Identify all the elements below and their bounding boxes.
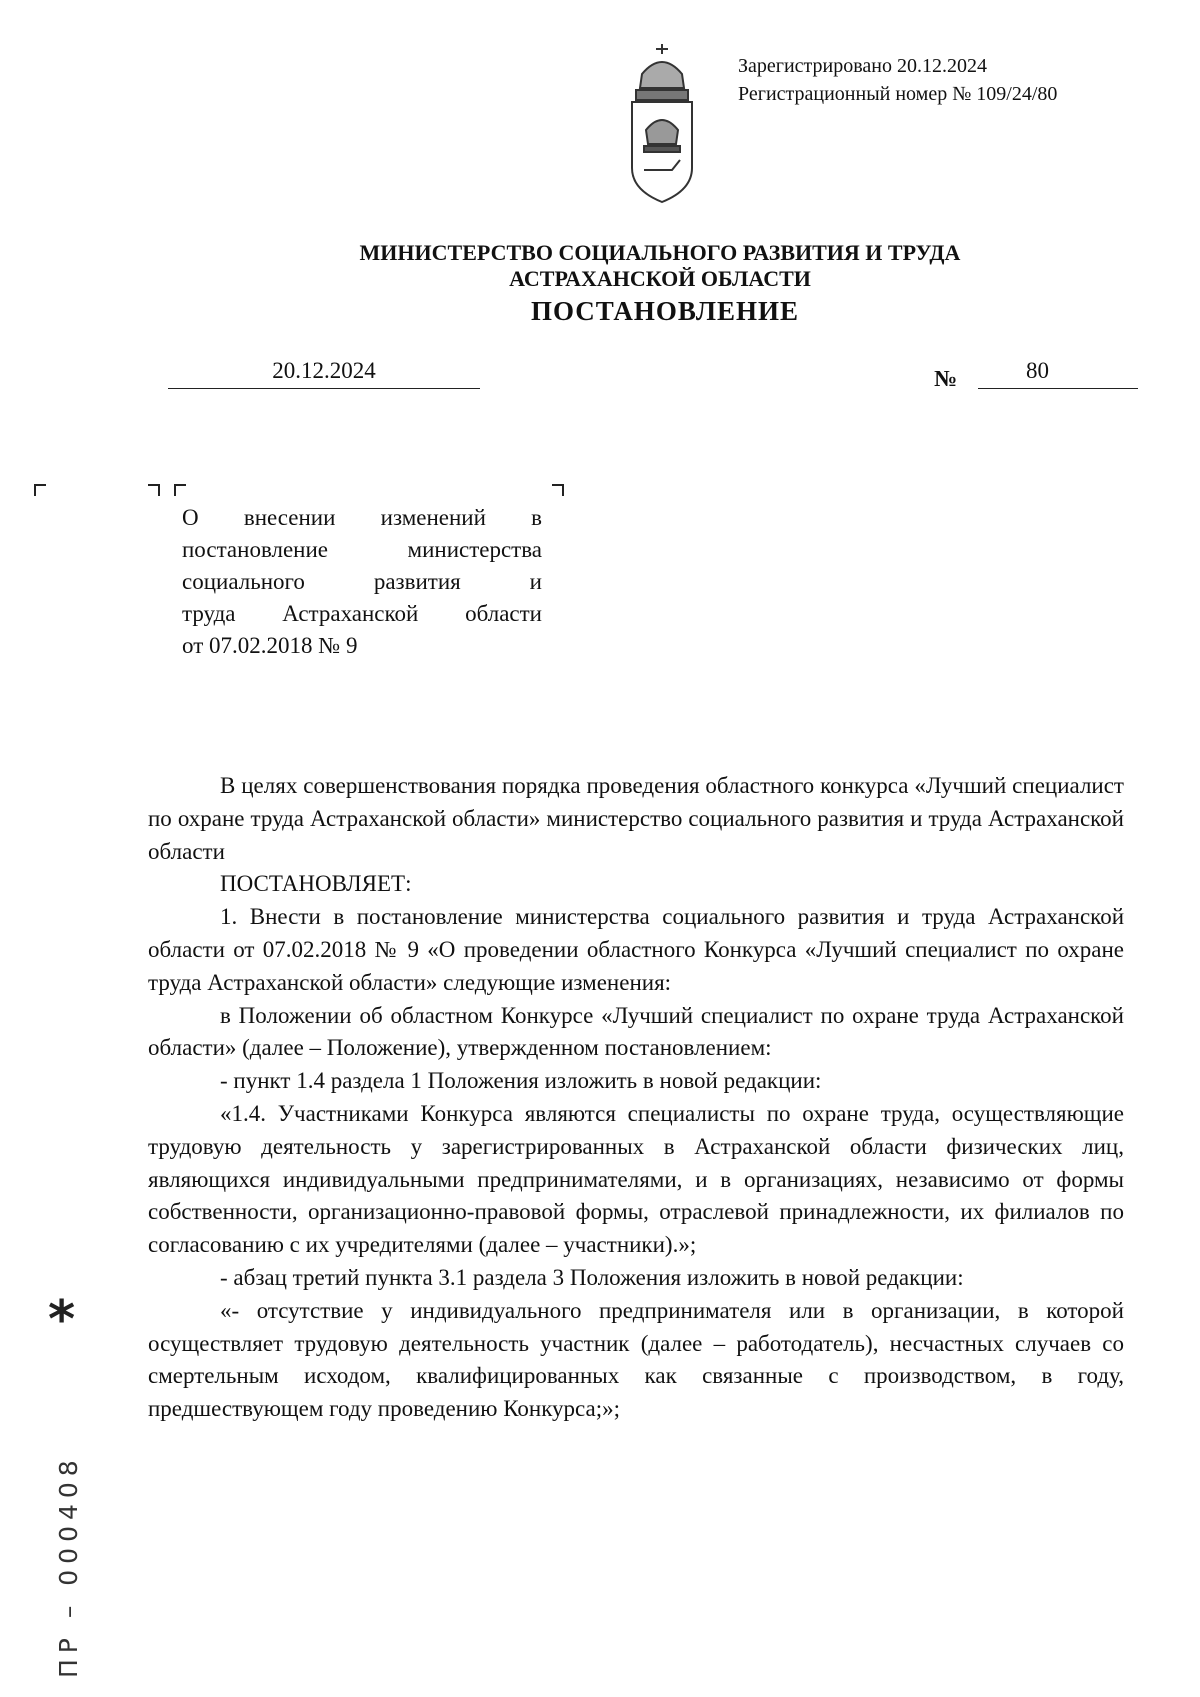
body-paragraph: 1. Внести в постановление министерства социального развития и труда Астраханской области от 07.02.2018 № 9 «О проведении областного Конкурса «Лучший специалист по охране труда Астраханской области» следующие изменения: (148, 904, 1124, 995)
bracket-corner-right-inner (552, 484, 564, 496)
subject-line: постановление министерства (182, 537, 542, 562)
ministry-name (0, 240, 1200, 292)
body-paragraph: В целях совершенствования порядка проведения областного конкурса «Лучший специалист по охране труда Астраханской области» министерство социального развития и труда Астраханской области (148, 773, 1124, 864)
registration-number: Регистрационный номер № 109/24/80 (738, 83, 1058, 105)
bracket-corner-left-inner (174, 484, 186, 496)
body-paragraph: - абзац третий пункта 3.1 раздела 3 Положения изложить в новой редакции: (220, 1264, 964, 1290)
margin-document-code (42, 1428, 102, 1688)
bracket-corner-left-outer (34, 484, 46, 496)
document-body (148, 770, 1124, 1426)
margin-star: * (48, 1290, 76, 1350)
body-paragraph: «1.4. Участниками Конкурса являются специалисты по охране труда, осуществляющие трудовую деятельность у зарегистрированных в Астраханской области физических лиц, являющихся индивидуальными предпринимателями, и в организациях, независимо от формы собственности, организационно-правовой формы, отраслевой принадлежности, их филиалов по согласованию с их учредителями (далее – участники).»; (148, 1100, 1124, 1258)
body-paragraph: ПОСТАНОВЛЯЕТ: (220, 871, 412, 897)
document-type: ПОСТАНОВЛЕНИЕ (530, 296, 800, 326)
registration-note (738, 52, 1057, 108)
margin-code-text: ПР – 000408 (54, 1454, 83, 1678)
ministry-line-1: МИНИСТЕРСТВО СОЦИАЛЬНОГО РАЗВИТИЯ И ТРУДА (359, 240, 961, 265)
bracket-corner-right-outer (148, 484, 160, 496)
subject-line: социального развития и (182, 569, 542, 594)
subject-line: О внесении изменений в (182, 505, 542, 530)
body-paragraph: в Положении об областном Конкурсе «Лучший специалист по охране труда Астраханской области» (далее – Положение), утвержденном постановлением: (148, 1002, 1124, 1061)
ministry-line-2: АСТРАХАНСКОЙ ОБЛАСТИ (509, 266, 811, 291)
subject-line: от 07.02.2018 № 9 (182, 633, 358, 658)
document-subject (182, 502, 542, 662)
subject-line: труда Астраханской области (182, 601, 542, 626)
astrakhan-coat-of-arms-icon (622, 40, 702, 205)
body-paragraph: - пункт 1.4 раздела 1 Положения изложить в новой редакции: (220, 1068, 822, 1094)
number-sign: № (934, 366, 958, 391)
document-number-value: 80 (1026, 358, 1049, 383)
registration-date: Зарегистрировано 20.12.2024 (738, 55, 988, 77)
document-date: 20.12.2024 (168, 358, 480, 389)
document-number (978, 358, 1138, 389)
body-paragraph: «- отсутствие у индивидуального предпринимателя или в организации, в которой осуществляет трудовую деятельность участник (далее – работодатель), несчастных случаев со смертельным исходом, квалифицированных как связанные с производством, в году, предшествующем году проведению Конкурса;»; (148, 1297, 1124, 1422)
